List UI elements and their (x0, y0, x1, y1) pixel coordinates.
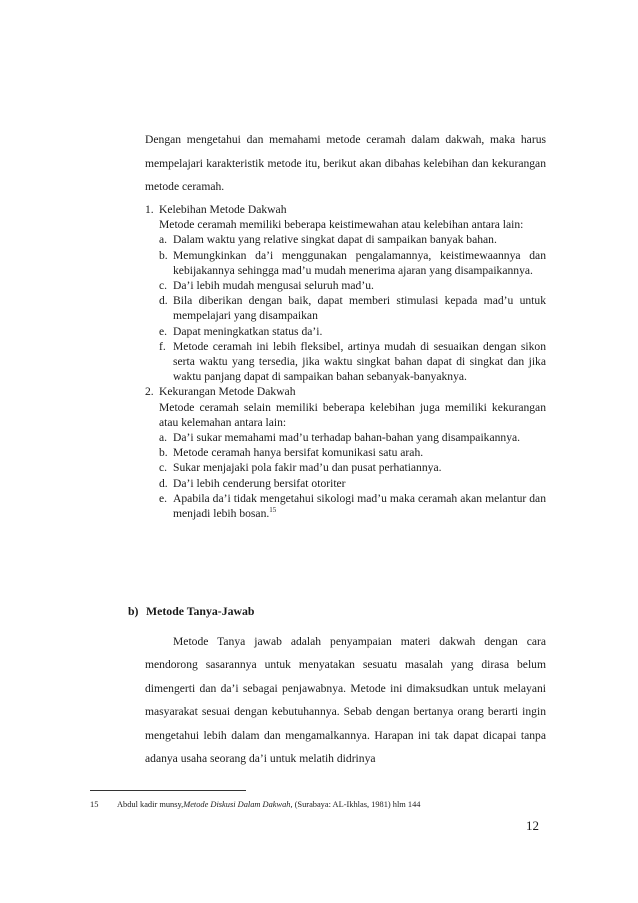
subsection-heading (128, 604, 254, 619)
list-item (145, 324, 546, 339)
list-item (145, 476, 546, 491)
section-kelebihan-title: Kelebihan Metode Dakwah (159, 203, 287, 216)
footnote-reference[interactable]: 15 (269, 506, 277, 515)
list-item-letter: d. (159, 294, 168, 308)
list-item (145, 293, 546, 323)
list-item (145, 491, 546, 521)
footnote-number: 15 (90, 800, 99, 809)
subsection-letter: b) (128, 604, 139, 618)
footnote-author: Abdul kadir munsy, (117, 800, 184, 809)
list-item (145, 278, 546, 293)
subsection-title: Metode Tanya-Jawab (146, 604, 255, 618)
list-item-letter: c. (159, 279, 168, 293)
list-item-text: Da’i lebih cenderung bersifat otoriter (173, 476, 346, 490)
list-item (145, 232, 546, 247)
list-item (145, 460, 546, 475)
page-number: 12 (526, 818, 539, 833)
list-item-text: Dapat meningkatkan status da’i. (173, 324, 323, 338)
section-kelebihan-lead: Metode ceramah memiliki beberapa keistimewahan atau kelebihan antara lain: (159, 218, 524, 232)
footnote-divider (90, 790, 246, 791)
list-item-letter: a. (159, 431, 168, 445)
list-item (145, 445, 546, 460)
tanya-jawab-paragraph (145, 630, 546, 770)
section-kekurangan-title-row (145, 384, 546, 399)
list-item-text: Metode ceramah hanya bersifat komunikasi satu arah. (173, 446, 424, 460)
list-item-letter: e. (159, 491, 168, 505)
section-kelebihan-number: 1. (145, 203, 154, 216)
list-item-letter: b. (159, 248, 168, 262)
section-kekurangan-lead: Metode ceramah selain memiliki beberapa kelebihan juga memiliki kekurangan atau kelemahan antara lain: (159, 400, 546, 429)
list-item-letter: d. (159, 476, 168, 490)
list-item-text: Da’i lebih mudah mengusai seluruh mad’u. (173, 279, 374, 293)
list-item-text: Dalam waktu yang relative singkat dapat di sampaikan banyak bahan. (173, 233, 497, 247)
intro-paragraph (145, 128, 546, 199)
section-kelebihan-title-row (145, 202, 546, 217)
tanya-jawab-text: Metode Tanya jawab adalah penyampaian materi dakwah dengan cara mendorong sasarannya untuk menyatakan sesuatu masalah yang dirasa belum dimengerti dan da’i sebagai penjawabnya. Metode ini dimaksudkan untuk melayani masyarakat sesuai dengan kebutuhannya. Sebab dengan bertanya orang berarti ingin mengetahui lebih dalam dan mengamalkannya. Harapan ini tak dapat dicapai tanpa adanya usaha seorang da’i untuk melatih didrinya (145, 635, 546, 766)
footnote-publication: (Surabaya: AL-Ikhlas, 1981) hlm 144 (292, 800, 421, 809)
list-item-text-content: Apabila da’i tidak mengetahui sikologi mad’u maka ceramah akan melantur dan menjadi lebih bosan. (173, 491, 546, 521)
section-kekurangan-number: 2. (145, 385, 154, 399)
list-item-text: Sukar menjajaki pola fakir mad’u dan pusat perhatiannya. (173, 461, 442, 475)
list-item-letter: a. (159, 233, 168, 247)
list-item-text: Memungkinkan da’i menggunakan pengalamannya, keistimewaannya dan kebijakannya sehingga mad’u mudah menerima ajaran yang disampaikannya. (173, 248, 546, 277)
list-item-letter: f. (159, 339, 166, 353)
list-item-text (173, 491, 546, 521)
section-kelebihan (145, 202, 546, 521)
list-item-text: Metode ceramah ini lebih fleksibel, artinya mudah di sesuaikan dengan sikon serta waktu yang tersedia, jika waktu singkat bahan dapat di singkat dan jika waktu panjang dapat di sampaikan bahan sebanyak-banyaknya. (173, 339, 546, 384)
list-item-letter: c. (159, 461, 168, 475)
intro-text: Dengan mengetahui dan memahami metode ceramah dalam dakwah, maka harus mempelajari karakteristik metode itu, berikut akan dibahas kelebihan dan kekurangan metode ceramah. (145, 133, 546, 193)
list-item-text: Bila diberikan dengan baik, dapat memberi stimulasi kepada mad’u untuk mempelajari yang disampaikan (173, 294, 546, 323)
list-item-letter: e. (159, 324, 168, 338)
section-kekurangan-title: Kekurangan Metode Dakwah (159, 385, 296, 399)
list-item-text: Da’i sukar memahami mad’u terhadap bahan-bahan yang disampaikannya. (173, 431, 521, 445)
list-item (145, 430, 546, 445)
footnote (90, 800, 420, 809)
list-item-letter: b. (159, 446, 168, 460)
list-item (145, 339, 546, 385)
footnote-book-title: Metode Diskusi Dalam Dakwah, (183, 800, 293, 809)
list-item (145, 248, 546, 278)
